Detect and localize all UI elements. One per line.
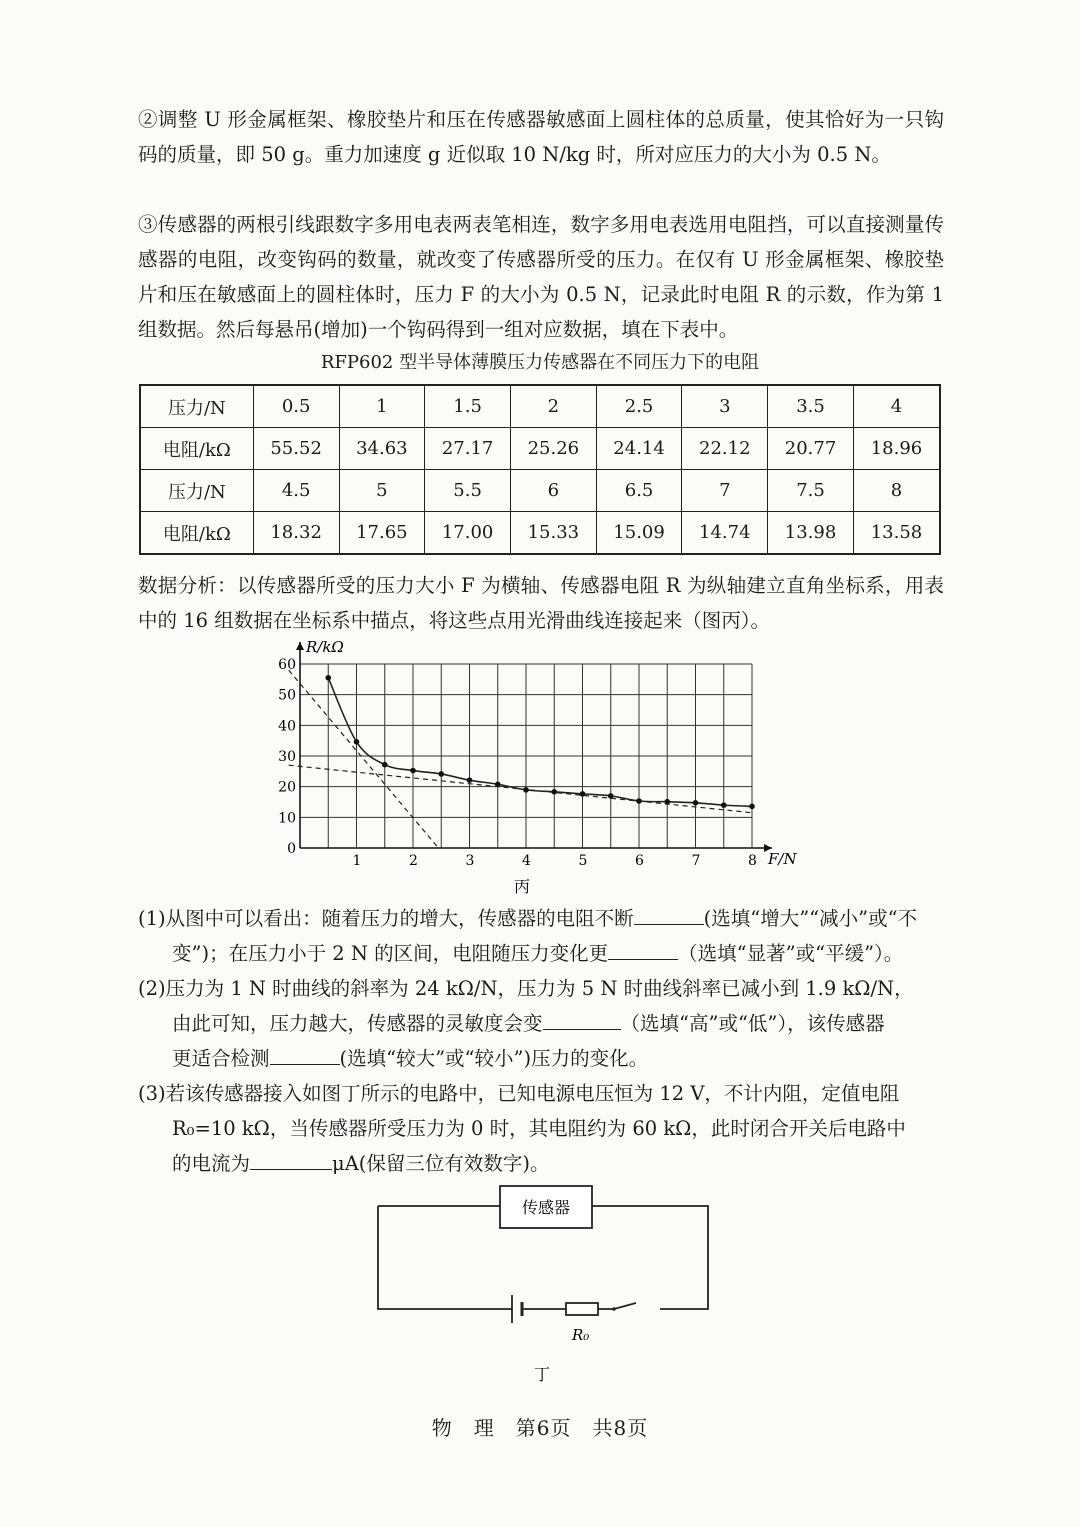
x-tick-label: 8 xyxy=(748,853,757,869)
chart-ticks xyxy=(278,657,757,869)
x-tick-label: 6 xyxy=(635,853,644,869)
data-point xyxy=(749,804,755,810)
data-point xyxy=(467,777,473,783)
chart-tangents xyxy=(289,670,752,848)
table-cell: 1 xyxy=(339,385,425,428)
x-tick-label: 3 xyxy=(465,853,475,869)
table-cell: 25.26 xyxy=(510,428,596,470)
x-tick-label: 4 xyxy=(522,853,531,869)
table-cell: 18.32 xyxy=(253,512,339,555)
table-cell: 15.09 xyxy=(596,512,682,555)
data-table xyxy=(139,384,941,555)
row-header: 压力/N xyxy=(140,470,253,512)
circuit-figure-label: 丁 xyxy=(533,1365,551,1384)
chart-grid xyxy=(300,664,752,848)
table-cell: 18.96 xyxy=(853,428,940,470)
data-point xyxy=(325,675,331,681)
table-cell: 5.5 xyxy=(425,470,511,512)
data-point xyxy=(608,793,614,799)
resistor-r0 xyxy=(566,1303,598,1315)
table-cell: 1.5 xyxy=(425,385,511,428)
table-cell: 7.5 xyxy=(768,470,854,512)
table-cell: 55.52 xyxy=(253,428,339,470)
table-cell: 6 xyxy=(510,470,596,512)
chart-axes xyxy=(296,642,772,852)
data-point xyxy=(495,782,501,788)
table-cell: 27.17 xyxy=(425,428,511,470)
q3-text-d: μA(保留三位有效数字)。 xyxy=(332,1152,550,1175)
analysis-paragraph xyxy=(138,568,944,638)
q2-text-e: (选填“较大”或“较小”)压力的变化。 xyxy=(339,1047,649,1070)
answer-blank-5[interactable] xyxy=(250,1147,332,1170)
table-cell: 2.5 xyxy=(596,385,682,428)
table-cell: 13.98 xyxy=(768,512,854,555)
table-cell: 0.5 xyxy=(253,385,339,428)
q1-text-b: (选填“增大”“减小”或“不 xyxy=(703,907,918,930)
q1-text-d: （选填“显著”或“平缓”）。 xyxy=(678,942,904,965)
y-axis-label: R/kΩ xyxy=(306,638,344,656)
table-cell: 17.65 xyxy=(339,512,425,555)
data-point xyxy=(664,799,670,805)
table-row xyxy=(140,512,940,555)
table-cell: 14.74 xyxy=(682,512,768,555)
data-point xyxy=(551,789,557,795)
x-axis-label: F/N xyxy=(768,850,797,868)
table-cell: 34.63 xyxy=(339,428,425,470)
table-row xyxy=(140,470,940,512)
table-cell: 20.77 xyxy=(768,428,854,470)
q2-text-b: 由此可知，压力越大，传感器的灵敏度会变 xyxy=(172,1012,543,1035)
y-tick-label: 50 xyxy=(278,687,296,704)
resistor-label: R₀ xyxy=(572,1326,590,1344)
data-point xyxy=(580,791,586,797)
tangent-line-1n xyxy=(289,670,439,848)
table-row xyxy=(140,428,940,470)
table-cell: 6.5 xyxy=(596,470,682,512)
answer-blank-4[interactable] xyxy=(270,1042,340,1065)
y-axis-arrow xyxy=(296,642,304,650)
data-point xyxy=(438,771,444,777)
row-header: 电阻/kΩ xyxy=(140,512,253,555)
data-point xyxy=(636,798,642,804)
table-cell: 7 xyxy=(682,470,768,512)
data-point xyxy=(721,802,727,808)
y-tick-label: 40 xyxy=(278,718,296,735)
table-cell: 5 xyxy=(339,470,425,512)
answer-blank-3[interactable] xyxy=(543,1007,621,1030)
table-cell: 2 xyxy=(510,385,596,428)
step2-text: ②调整 U 形金属框架、橡胶垫片和压在传感器敏感面上圆柱体的总质量，使其恰好为一只钩码的质量，即 50 g。重力加速度 g 近似取 10 N/kg 时，所对应压力的大小为 0.5 N。 xyxy=(138,108,944,166)
x-tick-label: 7 xyxy=(691,853,701,869)
q2-text-d: 更适合检测 xyxy=(172,1047,270,1070)
table-caption: RFP602 型半导体薄膜压力传感器在不同压力下的电阻 xyxy=(320,352,760,373)
data-point xyxy=(410,768,416,774)
table-row xyxy=(140,385,940,428)
x-tick-label: 5 xyxy=(578,853,588,869)
switch-contact xyxy=(612,1307,616,1311)
page-footer: 物 理 第6页 共8页 xyxy=(431,1416,649,1440)
data-point xyxy=(382,762,388,768)
table-cell: 3 xyxy=(682,385,768,428)
table-cell: 22.12 xyxy=(682,428,768,470)
table-cell: 8 xyxy=(853,470,940,512)
table-cell: 24.14 xyxy=(596,428,682,470)
q3-text-b: R₀=10 kΩ，当传感器所受压力为 0 时，其电阻约为 60 kΩ，此时闭合开关后电路中 xyxy=(172,1117,906,1140)
y-tick-label: 0 xyxy=(287,841,296,857)
y-tick-label: 60 xyxy=(278,657,296,673)
q2-text-c: （选填“高”或“低”），该传感器 xyxy=(620,1012,885,1035)
row-header: 电阻/kΩ xyxy=(140,428,253,470)
answer-blank-2[interactable] xyxy=(608,937,678,960)
analysis-text: 数据分析：以传感器所受的压力大小 F 为横轴、传感器电阻 R 为纵轴建立直角坐标系，用表中的 16 组数据在坐标系中描点，将这些点用光滑曲线连接起来（图丙）。 xyxy=(138,574,944,632)
y-tick-label: 20 xyxy=(278,779,296,796)
chart-title: 丙 xyxy=(514,877,531,896)
q2-text-a: (2)压力为 1 N 时曲线的斜率为 24 kΩ/N，压力为 5 N 时曲线斜率已减小到 1.9 kΩ/N， xyxy=(138,977,914,1000)
circuit-diagram xyxy=(370,1178,720,1388)
y-tick-label: 10 xyxy=(278,810,296,827)
q3-text-a: (3)若该传感器接入如图丁所示的电路中，已知电源电压恒为 12 V，不计内阻，定值电阻 xyxy=(138,1082,900,1105)
table-cell: 13.58 xyxy=(853,512,940,555)
answer-blank-1[interactable] xyxy=(634,902,704,925)
data-point xyxy=(523,787,529,793)
table-cell: 15.33 xyxy=(510,512,596,555)
q1-text-a: (1)从图中可以看出：随着压力的增大，传感器的电阻不断 xyxy=(138,907,634,930)
row-header: 压力/N xyxy=(140,385,253,428)
q1-text-c: 变”)；在压力小于 2 N 的区间，电阻随压力变化更 xyxy=(172,942,609,965)
x-tick-label: 1 xyxy=(352,853,362,869)
data-point xyxy=(354,739,360,745)
table-cell: 17.00 xyxy=(425,512,511,555)
y-tick-label: 30 xyxy=(278,749,296,765)
x-tick-label: 2 xyxy=(409,853,418,869)
q3-text-c: 的电流为 xyxy=(172,1152,251,1175)
step2-paragraph xyxy=(138,102,944,172)
step3-paragraph xyxy=(138,207,944,347)
sensor-label: 传感器 xyxy=(521,1198,571,1217)
resistance-force-chart xyxy=(270,636,810,900)
table-cell: 4 xyxy=(853,385,940,428)
question-2 xyxy=(138,971,948,1076)
question-3 xyxy=(138,1076,948,1181)
step3-text: ③传感器的两根引线跟数字多用电表两表笔相连，数字多用电表选用电阻挡，可以直接测量传感器的电阻，改变钩码的数量，就改变了传感器所受的压力。在仅有 U 形金属框架、橡胶垫片和压在敏感面上的圆柱体时，压力 F 的大小为 0.5 N，记录此时电阻 R 的示数，作为第 1 组数据。然后每悬吊(增加)一个钩码得到一组对应数据，填在下表中。 xyxy=(138,213,944,341)
question-1 xyxy=(138,901,948,971)
data-point xyxy=(693,800,699,806)
table-cell: 4.5 xyxy=(253,470,339,512)
table-cell: 3.5 xyxy=(768,385,854,428)
